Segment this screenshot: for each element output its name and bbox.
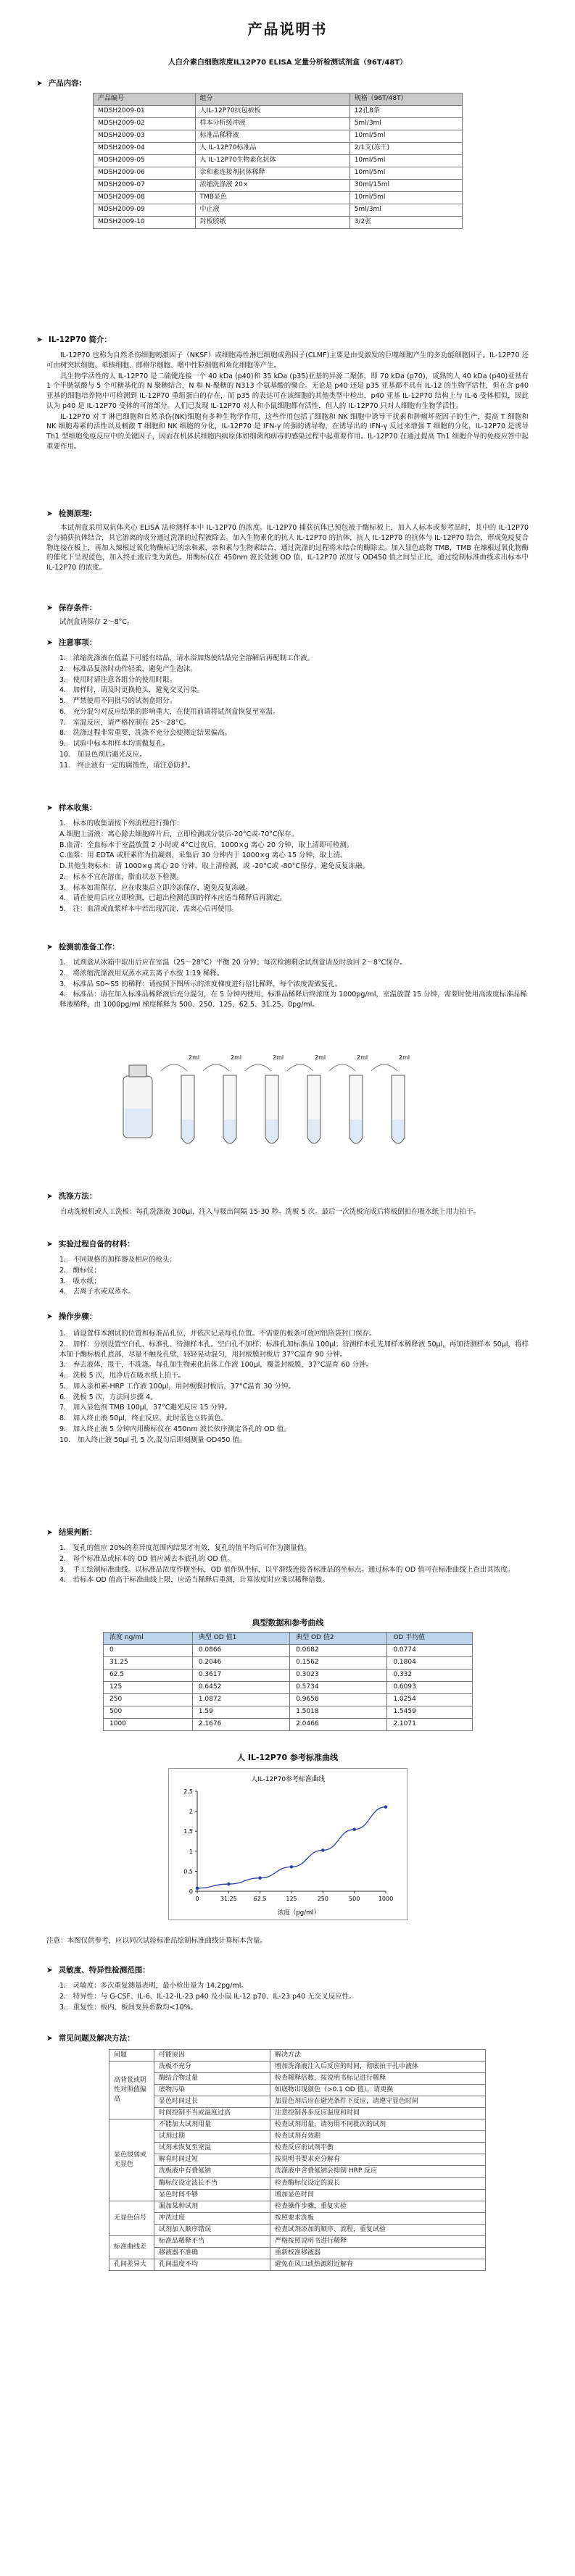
section-faq: ➤ 常见问题及解决方法： — [46, 2034, 135, 2043]
table-cell: 封板胶纸 — [195, 217, 349, 229]
faq-cause-cell: 酶标仪设定波长不当 — [154, 2177, 270, 2189]
table-cell: 30ml/15ml — [349, 180, 462, 192]
list-item: 4. 请在使用后应立即检测，已超出检测范围的样本应适当稀释后再测定。 — [59, 894, 287, 903]
intro-paragraph: IL-12P70 对 T 淋巴细胞和自然杀伤(NK)细胞有多种生物学作用，这些作用包括了细胞和 NK 细胞中诱导干扰素和肿瘤坏死因子的生产，提高 T 细胞和 NK 细胞毒素的活性以及刺激 T 细胞和 NK 细胞的分化，IL-12P70 是 IFN-γ 的强的诱导物，在诱导出的 IFN-γ 反过来增强 T 细胞的分化，IL-12P70 是诱导 Th1 型细胞免疫反应中的关键因子，因而在机体抗细胞内病原体如细菌和病毒的感染过程中起重要作用。IL-12P70 在通过提高 Th1 细胞介导的免疫应答中起重要作用。 — [46, 412, 529, 451]
table-cell: 0.0866 — [192, 1645, 289, 1657]
principle-text: 本试剂盒采用双抗体夹心 ELISA 法检测样本中 IL-12P70 的浓度。IL-12P70 捕获抗体已预包被于酶标板上，加入人标本或参考品时，其中的 IL-12P70 会与捕获抗体结合，其它游离的成分通过洗涤的过程被除去。加入生物素化的抗人 IL-12P70 的抗体，抗人 IL-12P70 的抗体与 IL-12P70 结合，形成免疫复合物连接在板上，再加入辣根过氧化物酶标记的亲和素，亲和素与生物素结合，通过洗涤的过程将未结合的酶除去。加入显色底物 TMB，TMB 在辣根过氧化物酶的催化下呈现蓝色，加入终止液后变为黄色。用酶标仪在 450nm 波长处测 OD 值，IL-12P70 浓度与 OD450 值之间呈正比，通过绘制标准曲线求出标本中 IL-12P70 的浓度。 — [46, 524, 529, 572]
table-cell: 0.332 — [387, 1670, 473, 1682]
transfer-arrow-icon — [245, 1064, 271, 1071]
table-header-cell: 产品编号 — [94, 93, 196, 106]
materials-list — [59, 1255, 531, 1298]
table-row — [104, 1670, 473, 1682]
table-cell: 0.3617 — [192, 1670, 289, 1682]
faq-cause-cell: 标准品稀释不当 — [154, 2235, 270, 2247]
table-row — [109, 2212, 486, 2224]
list-item: 2. 标本不宜在溶血、脂血状态下检测。 — [59, 872, 183, 881]
section-result: ➤ 结果判断： — [46, 1528, 97, 1537]
section-contents — [36, 78, 82, 89]
table-row — [94, 143, 463, 155]
faq-cause-cell: 试剂未恢复至室温 — [154, 2143, 270, 2154]
table-row — [109, 2062, 486, 2073]
doc-subtitle: 人白介素白细胞浓度IL12P70 ELISA 定量分析检测试剂盒（96T/48T） — [167, 59, 408, 67]
bullet-icon: ➤ — [46, 638, 53, 647]
table-cell: TMB显色 — [195, 192, 349, 204]
table-row — [109, 2201, 486, 2212]
list-item: 1. 试剂盒从冰箱中取出后应在室温（25～28°C）平衡 20 分钟；每次检测剩余试剂盒请及时放回 2～8°C保存。 — [59, 959, 407, 967]
table-cell: 0.6093 — [387, 1682, 473, 1694]
table-row — [104, 1706, 473, 1719]
list-item: 4. 去离子水或双蒸水。 — [59, 1288, 136, 1296]
chart-xlabel: 浓度（pg/ml） — [277, 1909, 320, 1917]
section-notes: ➤ 注意事项： — [46, 638, 97, 647]
table-cell: 0.0774 — [387, 1645, 473, 1657]
table-row — [109, 2143, 486, 2154]
table-cell: 1.5459 — [387, 1706, 473, 1719]
transfer-arrow-icon — [371, 1064, 397, 1071]
table-row — [104, 1694, 473, 1706]
bullet-icon: ➤ — [46, 1528, 53, 1537]
chart-title: 人IL-12P70参考标准曲线 — [250, 1776, 326, 1783]
faq-table — [109, 2049, 486, 2271]
list-item: 2. 将浓缩洗涤液用双蒸水或去离子水按 1:19 稀释。 — [59, 969, 224, 978]
list-item: 9. 试验中标本和样本均需做复孔。 — [59, 740, 170, 749]
faq-problem-cell: 标准曲线差 — [109, 2235, 154, 2259]
faq-solution-cell: 增加显色时间 — [270, 2189, 486, 2201]
dilution-tube-icon — [329, 1054, 368, 1143]
table-cell: 人IL-12P70抗包被板 — [195, 106, 349, 118]
table-row — [94, 130, 463, 143]
notes-list — [59, 654, 531, 771]
table-row — [109, 2119, 486, 2131]
table-row — [109, 2154, 486, 2166]
faq-solution-cell: 按说明书要求充分解育 — [270, 2154, 486, 2166]
faq-cause-cell: 底物污染 — [154, 2085, 270, 2096]
section-materials: ➤ 实验过程自备的材料： — [46, 1240, 135, 1249]
intro-text — [46, 351, 529, 453]
data-point — [352, 1827, 356, 1831]
list-item: 2. 特异性：与 G-CSF、IL-6、IL-12-IL-23 p40 及小鼠 IL-12 p70、IL-23 p40 无交叉反应性。 — [59, 1992, 356, 2001]
list-item: 3. 弃去液体，甩干，不洗涤。每孔加生物素化抗体工作液 100μl，覆盖封板膜，37°C温育 60 分钟。 — [59, 1361, 373, 1370]
tube-volume-label: 2ml — [231, 1054, 242, 1061]
list-item: 6. 充分混匀对反应结果的影响重大，在使用前请将试剂盒恢复至室温。 — [59, 707, 280, 716]
transfer-arrow-icon — [203, 1064, 229, 1071]
faq-cause-cell: 洗板不充分 — [154, 2062, 270, 2073]
section-principle: ➤ 检测原理: — [46, 509, 93, 518]
table-cell: 标准品稀释液 — [195, 130, 349, 143]
table-row — [109, 2085, 486, 2096]
faq-cause-cell: 酶结合物过量 — [154, 2073, 270, 2085]
list-item: C.血浆：用 EDTA 或肝素作为抗凝剂，采集后 30 分钟内于 1000×g 离心 15 分钟，取上清。 — [59, 851, 347, 860]
faq-cause-cell: 显色时间过长 — [154, 2096, 270, 2108]
x-tick-label: 1000 — [378, 1896, 394, 1902]
y-tick-label: 2.5 — [183, 1788, 193, 1795]
list-item: D.其他生物标本：请 1000×g 离心 20 分钟，取上清检测，或 -20°C或 -80°C保存，避免反复冻融。 — [59, 862, 370, 871]
dilution-tube-icon — [245, 1054, 284, 1143]
list-item: 7. 加入显色剂 TMB 100μl，37°C避光反应 15 分钟。 — [59, 1404, 232, 1412]
section-perf: ➤ 灵敏度、特异性检测范围： — [46, 1966, 150, 1975]
list-item: 4. 洗板 5 次，甩净后在吸水纸上拍干。 — [59, 1372, 186, 1380]
dilution-tube-icon — [371, 1054, 410, 1143]
table-row — [109, 2166, 486, 2177]
table-cell: 10ml/5ml — [349, 167, 462, 180]
table-row — [109, 2259, 486, 2270]
table-header-cell: 问题 — [109, 2050, 154, 2062]
table-row — [104, 1645, 473, 1657]
faq-solution-cell: 注意控制各步反应温度和时间 — [270, 2108, 486, 2119]
dilution-illustration — [109, 1051, 450, 1159]
x-tick-label: 31.25 — [220, 1896, 237, 1902]
list-item: 8. 洗涤过程非常重要，洗涤不充分会使测定结果偏高。 — [59, 729, 232, 738]
faq-solution-cell: 检查试剂有效期 — [270, 2131, 486, 2143]
table-cell: MDSH2009-02 — [94, 118, 196, 130]
list-item: B.血清：全血标本于室温放置 2 小时或 4°C过夜后，1000×g 离心 20 分钟，取上清即可检测。 — [59, 841, 354, 849]
bullet-icon: ➤ — [46, 1966, 53, 1975]
list-item: 2. 酶标仪； — [59, 1266, 101, 1275]
table-cell: 0 — [104, 1645, 193, 1657]
stock-bottle-icon — [123, 1065, 152, 1138]
faq-solution-cell: 检查稀释倍数，按说明书标记进行稀释 — [270, 2073, 486, 2085]
faq-cause-cell: 解育时间过短 — [154, 2154, 270, 2166]
table-header-cell: 典型 OD 值2 — [290, 1633, 387, 1645]
section-storage: ➤ 保存条件： — [46, 604, 97, 612]
y-tick-label: 1.5 — [183, 1828, 193, 1835]
table-cell: 0.3023 — [290, 1670, 387, 1682]
table-cell: 10ml/5ml — [349, 192, 462, 204]
y-tick-label: 0.5 — [183, 1868, 193, 1875]
section-intro: ➤ IL-12P70 简介： — [36, 335, 112, 344]
tube-volume-label: 2ml — [357, 1054, 368, 1061]
table-cell: 125 — [104, 1682, 193, 1694]
table-cell: 0.1562 — [290, 1657, 387, 1670]
list-item: 3. 手工绘制标准曲线。以标准品浓度作横坐标，OD 值作纵坐标，以平滑线连接各标准品的坐标点。通过标本的 OD 值可在标准曲线上查出其浓度。 — [59, 1565, 515, 1574]
table-cell: 1.0872 — [192, 1694, 289, 1706]
table-row — [109, 2073, 486, 2085]
faq-cause-cell: 洗板液中有叠氮钠 — [154, 2166, 270, 2177]
y-tick-label: 1 — [189, 1848, 193, 1855]
bullet-icon: ➤ — [46, 604, 53, 612]
table-cell: 1.5018 — [290, 1706, 387, 1719]
list-item: 5. 注：血清或血浆样本中若出现沉淀，需离心后再使用。 — [59, 905, 239, 914]
table-cell: 2/1支(冻干) — [349, 143, 462, 155]
list-item: 4. 标准品：请在加入标准品稀释液后充分混匀，在 5 分钟内使用，标准品稀释后终浓度为 1000pg/ml，室温放置 15 分钟，需要时使用高浓度标准品稀释液稀释，由 1000pg/ml 梯度稀释为 500、250、125、62.5、31.25、0pg/ml。 — [59, 991, 527, 1009]
table-cell: MDSH2009-06 — [94, 167, 196, 180]
faq-problem-cell: 高背景或阴性对照值偏高 — [109, 2062, 154, 2119]
table-cell: 250 — [104, 1694, 193, 1706]
faq-problem-cell: 孔间差异大 — [109, 2259, 154, 2270]
table-row — [104, 1719, 473, 1731]
faq-cause-cell: 试剂加入顺序错误 — [154, 2224, 270, 2235]
faq-solution-cell: 检查试剂添加的顺序、流程，重复试验 — [270, 2224, 486, 2235]
list-item: 8. 加入终止液 50μl，终止反应，此时蓝色立转黄色。 — [59, 1414, 228, 1423]
x-tick-label: 500 — [349, 1896, 360, 1902]
list-item: 1. 请设置样本测试的位置和标准品孔位，并依次记录每孔位置。不需要的板条可放回铝箔袋封口保存。 — [59, 1330, 376, 1338]
table-row — [109, 2235, 486, 2247]
bullet-icon: ➤ — [46, 1312, 53, 1321]
list-item: 9. 加入终止液 5 分钟内用酶标仪在 450nm 波长依序测定各孔的 OD 值。 — [59, 1425, 291, 1433]
perf-list — [59, 1981, 531, 2013]
bullet-icon: ➤ — [46, 2034, 53, 2043]
faq-solution-cell: 加显色剂后应在避光条件下反应，请遵守显色时间 — [270, 2096, 486, 2108]
data-point — [321, 1848, 325, 1852]
list-item: 10. 加入终止液 50μl 孔 5 次,混匀后即刻测量 OD450 值。 — [59, 1435, 247, 1444]
table-row — [94, 217, 463, 229]
list-item: 3. 标准品 S0~S5 的稀释：请按照下图所示的浓度梯度进行倍比稀释，每个浓度需做复孔。 — [59, 980, 342, 988]
table-cell: MDSH2009-03 — [94, 130, 196, 143]
table-cell: 样本分析缓冲液 — [195, 118, 349, 130]
table-cell: 10ml/5ml — [349, 155, 462, 167]
chart-note: 注意：本图仅供参考，应以同次试验标准品绘制标准曲线计算标本含量。 — [46, 1937, 268, 1945]
table-row — [104, 1682, 473, 1694]
table-header-cell: OD 平均值 — [387, 1633, 473, 1645]
data-point — [258, 1876, 262, 1880]
list-item: 3. 标本如需保存，应在收集后立即冷冻保存，避免反复冻融。 — [59, 883, 252, 892]
table-row — [109, 2189, 486, 2201]
tube-volume-label: 2ml — [189, 1054, 200, 1061]
section-prep: ➤ 检测前准备工作： — [46, 943, 120, 951]
table-row — [109, 2224, 486, 2235]
table-row — [104, 1657, 473, 1670]
table-cell: 1.0254 — [387, 1694, 473, 1706]
faq-cause-cell: 冲洗过度 — [154, 2212, 270, 2224]
list-item: 2. 标准品复溶时动作轻柔，避免产生泡沫。 — [59, 664, 197, 673]
storage-text: 试剂盒请保存 2～8°C。 — [59, 618, 134, 626]
faq-solution-cell: 严格按照说明书进行稀释 — [270, 2235, 486, 2247]
dilution-tube-icon — [287, 1054, 326, 1143]
table-cell: 0.2046 — [192, 1657, 289, 1670]
list-item: 2. 每个标准品或标本的 OD 值应减去本底孔的 OD 值。 — [59, 1554, 234, 1563]
list-item: 1. 标本的收集请按下列流程进行操作： — [59, 820, 183, 828]
faq-solution-cell: 按照要求洗板 — [270, 2212, 486, 2224]
table-cell: 62.5 — [104, 1670, 193, 1682]
table-row — [94, 106, 463, 118]
table-cell: 0.6452 — [192, 1682, 289, 1694]
intro-paragraph: 具生物学活性的人 IL-12P70 是二硫键连接一个 40 kDa (p40)和 35 kDa (p35)亚基的异源二聚体，即 70 kDa (p70)，成熟的人 40 kDa (p40)亚基有 1 个半胱氨酸与 5 个可糖基化的 N 聚糖结合，N 和 N-聚糖的 N313 个氨基酸的聚合。无论是 p40 还是 p35 亚基都不具有 IL-12 的生物学活性，但在含 p40 亚基的细胞培养物中可检测到 IL-12P70 重组蛋白的存在，而 p35 的表达可在该细胞的其他类型中检出，p40 亚基 IL-12P70 结构上与 IL-6 受体相似，因此认为 p40 是 IL-12P70 受体的可溶部分。人们已发现 IL-12P70 对人和小鼠细胞都有活性，但人的 IL-12P70 只对人细胞有生物学活性。 — [46, 372, 529, 410]
prep-list — [59, 958, 531, 1011]
faq-solution-cell: 检查酶标仪设定的波长 — [270, 2177, 486, 2189]
table-cell: 2.1676 — [192, 1719, 289, 1731]
table-row — [94, 167, 463, 180]
section-steps: ➤ 操作步骤： — [46, 1312, 97, 1321]
faq-cause-cell: 试剂过期 — [154, 2131, 270, 2143]
table-header-cell: 可能原因 — [154, 2050, 270, 2062]
list-item: 2. 加样：分别设置空白孔、标准孔、待测样本孔。空白孔不加样；标准孔加标准品 100μl；待测样本孔先加样本稀释液 50μl，再加待测样本 50μl，将样本加于酶标板孔底部，尽量不触及孔壁，轻轻晃动混匀，用封板膜封板后 37°C温育 90 分钟。 — [59, 1340, 529, 1359]
section-wash: ➤ 洗涤方法： — [46, 1192, 97, 1201]
data-point — [196, 1886, 199, 1890]
list-item: 11. 终止液有一定的腐蚀性，请注意防护。 — [59, 761, 195, 770]
list-item: 1. 浓缩洗涤液在低温下可能有结晶，请水浴加热使结晶完全溶解后再配制工作液。 — [59, 654, 315, 662]
table-row — [94, 192, 463, 204]
table-row — [94, 118, 463, 130]
table-row — [94, 204, 463, 217]
list-item: 6. 洗板 5 次，方法同步骤 4。 — [59, 1393, 157, 1401]
table-cell: 中止液 — [195, 204, 349, 217]
table-row — [109, 2108, 486, 2119]
table-cell: 0.9656 — [290, 1694, 387, 1706]
table-cell: 5ml/3ml — [349, 204, 462, 217]
list-item: 5. 严禁使用不同批号的试剂盒组分。 — [59, 697, 177, 706]
table-cell: 5ml/3ml — [349, 118, 462, 130]
faq-cause-cell: 显色时间不够 — [154, 2189, 270, 2201]
table-header-cell: 浓度 ng/ml — [104, 1633, 193, 1645]
list-item: 4. 若标本 OD 值高于标准曲线上限，应适当稀释后重测，计算浓度时应乘以稀释倍数。 — [59, 1576, 329, 1585]
faq-cause-cell: 移液器不准确 — [154, 2247, 270, 2259]
list-item: 1. 灵敏度：多次重复测量表明，最小检出量为 14.2pg/ml。 — [59, 1982, 248, 1990]
list-item: 1. 复孔的值应 20%的差异度范围内结果才有效，复孔的值平均后可作为测量值。 — [59, 1544, 311, 1552]
data-point — [384, 1805, 388, 1809]
data-point — [290, 1865, 294, 1869]
intro-paragraph: IL-12P70 也称为自然杀伤细胞刺激因子（NKSF）或细胞毒性淋巴细胞成熟因子(CLMF)主要是由受激发的巨噬细胞产生的多功能细胞因子。IL-12P70 还可由树突状细胞、单核细胞、郎格尔细胞、嗜中性粒细胞和角化细胞等产生。 — [46, 351, 529, 370]
faq-cause-cell: 不能加大试剂用量 — [154, 2119, 270, 2131]
transfer-arrow-icon — [287, 1064, 313, 1071]
faq-solution-cell: 检查反应前试剂平衡 — [270, 2143, 486, 2154]
table-cell: 1000 — [104, 1719, 193, 1731]
list-item: 1. 不同规格的加样器及相应的枪头； — [59, 1256, 177, 1264]
section-title: 产品内容: — [48, 79, 83, 88]
table-row — [94, 155, 463, 167]
table-cell: MDSH2009-09 — [94, 204, 196, 217]
table-cell: 0.0682 — [290, 1645, 387, 1657]
bullet-icon: ➤ — [46, 1192, 53, 1201]
table-cell: MDSH2009-10 — [94, 217, 196, 229]
standard-curve-chart — [168, 1768, 408, 1920]
faq-cause-cell: 孔间温度不均 — [154, 2259, 270, 2270]
list-item: 3. 使用时请注意各组分的使用时限。 — [59, 675, 177, 684]
faq-problem-cell: 显色很弱或无显色 — [109, 2119, 154, 2201]
dilution-tube-icon — [161, 1054, 199, 1143]
result-list — [59, 1543, 531, 1586]
table-header-cell: 解决方法 — [270, 2050, 486, 2062]
data-point — [227, 1883, 231, 1886]
bullet-icon: ➤ — [46, 509, 53, 518]
x-tick-label: 125 — [286, 1896, 297, 1902]
chart-outer-title: 人 IL-12P70 参考标准曲线 — [236, 1753, 338, 1762]
table-cell: 2.1071 — [387, 1719, 473, 1731]
bullet-icon: ➤ — [46, 1240, 53, 1249]
table-cell: 10ml/5ml — [349, 130, 462, 143]
faq-solution-cell: 增加洗涤液注入后反应的时间，彻底拍干孔中液体 — [270, 2062, 486, 2073]
list-item: 7. 室温反应，请严格控制在 25～28°C。 — [59, 718, 191, 727]
faq-solution-cell: 如底物出现颜色（>0.1 OD 值），请更换 — [270, 2085, 486, 2096]
list-item: 3. 吸水纸； — [59, 1277, 101, 1285]
table-header-cell: 典型 OD 值1 — [192, 1633, 289, 1645]
dilution-tube-icon — [203, 1054, 241, 1143]
faq-solution-cell: 检查操作步骤，重复实验 — [270, 2201, 486, 2212]
faq-cause-cell: 时间控制不当或温度过高 — [154, 2108, 270, 2119]
table-row — [109, 2096, 486, 2108]
list-item: 10. 加显色剂后避光反应。 — [59, 750, 146, 759]
table-cell: 亲和素连接剂抗体稀释 — [195, 167, 349, 180]
table-cell: 500 — [104, 1706, 193, 1719]
std-table-title: 典型数据和参考曲线 — [252, 1618, 324, 1627]
table-cell: 0.5734 — [290, 1682, 387, 1694]
std-table — [103, 1632, 473, 1731]
table-header-cell: 组分 — [195, 93, 349, 106]
table-cell: 浓缩洗涤液 20× — [195, 180, 349, 192]
table-cell: 人 IL-12P70生物素化抗体 — [195, 155, 349, 167]
list-item: 4. 加样时，请及时更换枪头，避免交叉污染。 — [59, 686, 204, 695]
table-cell: MDSH2009-07 — [94, 180, 196, 192]
faq-problem-cell: 无显色信号 — [109, 2201, 154, 2235]
table-cell: MDSH2009-05 — [94, 155, 196, 167]
table-header-cell: 规格（96T/48T） — [349, 93, 462, 106]
faq-cause-cell: 漏加某种试剂 — [154, 2201, 270, 2212]
bullet-icon: ➤ — [36, 79, 43, 88]
table-cell: 0.1804 — [387, 1657, 473, 1670]
tube-volume-label: 2ml — [273, 1054, 284, 1061]
table-cell: 3/2张 — [349, 217, 462, 229]
wash-text: 自动洗板机或人工洗板：每孔洗涤液 300μl，注入与吸出间隔 15-30 秒。洗板 5 次。最后一次洗板完成后将板倒扣在吸水纸上用力拍干。 — [60, 1208, 481, 1216]
bullet-icon: ➤ — [46, 943, 53, 951]
y-tick-label: 0 — [189, 1888, 193, 1895]
table-cell: 2.0466 — [290, 1719, 387, 1731]
list-item: 5. 加入亲和素-HRP 工作液 100μl，用封板膜封板后，37°C温育 30 分钟。 — [59, 1382, 295, 1391]
table-cell: MDSH2009-04 — [94, 143, 196, 155]
tube-volume-label: 2ml — [399, 1054, 410, 1061]
table-cell: MDSH2009-01 — [94, 106, 196, 118]
table-row — [94, 180, 463, 192]
contents-table — [93, 93, 463, 229]
table-row — [109, 2177, 486, 2189]
table-cell: MDSH2009-08 — [94, 192, 196, 204]
table-row — [109, 2247, 486, 2259]
doc-title: 产品说明书 — [247, 20, 328, 38]
faq-solution-cell: 洗涤液中含叠氮钠会抑制 HRP 反应 — [270, 2166, 486, 2177]
section-sample: ➤ 样本收集： — [46, 804, 97, 812]
x-tick-label: 250 — [317, 1896, 328, 1902]
list-item: A.细胞上清液：离心除去细胞碎片后，立即检测或分装后-20°C或-70°C保存。 — [59, 830, 299, 838]
y-tick-label: 2 — [189, 1808, 193, 1815]
table-row — [109, 2131, 486, 2143]
tube-volume-label: 2ml — [315, 1054, 326, 1061]
x-tick-label: 0 — [195, 1896, 199, 1902]
sample-list — [59, 819, 531, 915]
x-tick-label: 62.5 — [253, 1896, 267, 1902]
transfer-arrow-icon — [329, 1064, 355, 1071]
faq-solution-cell: 检查试剂用量，请勿用不同批次的试剂 — [270, 2119, 486, 2131]
table-cell: 1.59 — [192, 1706, 289, 1719]
bullet-icon: ➤ — [36, 335, 43, 344]
transfer-arrow-icon — [161, 1064, 187, 1071]
faq-solution-cell: 避免在风口或热源附近解育 — [270, 2259, 486, 2270]
steps-list — [59, 1329, 531, 1446]
table-cell: 12孔8条 — [349, 106, 462, 118]
table-cell: 人 IL-12P70标准品 — [195, 143, 349, 155]
table-cell: 31.25 — [104, 1657, 193, 1670]
list-item: 3. 重复性：板内、板间变异系数均<10%。 — [59, 2003, 198, 2012]
faq-solution-cell: 重新校准移液器 — [270, 2247, 486, 2259]
bullet-icon: ➤ — [46, 804, 53, 812]
